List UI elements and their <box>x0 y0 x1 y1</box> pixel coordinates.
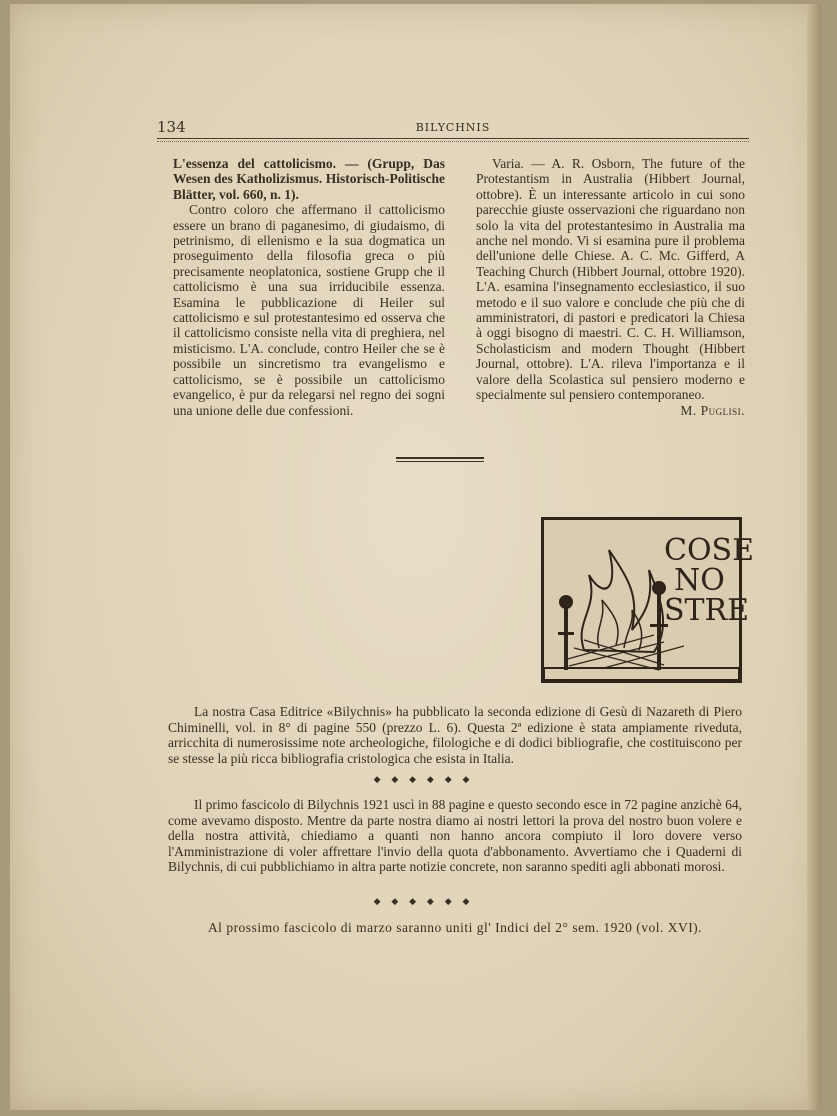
right-column-body: Varia. — A. R. Osborn, The future of the Protestantism in Australia (Hibbert Journal, ottobre). È un interessante articolo in cui sono parecchie giuste osservazioni che riguardano non solo la vita del protestantesimo in Australia ma anche nel mondo. Vi si esamina pure il problema dell'unione delle Chiese. A. C. Mc. Gifferd, A Teaching Church (Hibbert Journal, ottobre 1920). L'A. esamina l'insegnamento ecclesiastico, il suo metodo e il suo valore e conclude che più che di amministratori, di pastori e predicatori la Chiesa à oggi bisogno di maestri. C. C. H. Williamson, Scholasticism and modern Thought (Hibbert Journal, ottobre). L'A. rileva l'importanza e il valore della Scolastica sul pensiero moderno e specialmente sul pensiero contemporaneo. <box>476 156 745 403</box>
ornament-separator-2: ◆ ◆ ◆ ◆ ◆ ◆ <box>373 897 474 907</box>
right-column <box>476 156 745 418</box>
section-divider <box>396 457 484 462</box>
page-spine <box>807 4 821 1110</box>
notice-fascicle-text: Il primo fascicolo di Bilychnis 1921 uscì in 88 pagine e questo secondo esce in 72 pagine anzichè 64, come avevamo disposto. Mentre da parte nostra diamo ai nostri lettori la prova del nostro buon volere e della nostra attività, chiediamo a quanti non hanno ancora compiuto il loro dovere verso l'Amministrazione di voler affrettare l'invio della quota d'abbonamento. Avvertiamo che i Quaderni di Bilychnis, di cui pubblichiamo in altra parte notizie concrete, non saranno spediti agli abbonati morosi. <box>168 797 742 875</box>
header-rule <box>157 141 749 142</box>
ornament-separator-1: ◆ ◆ ◆ ◆ ◆ ◆ <box>373 775 474 785</box>
notice-fascicle <box>168 797 742 875</box>
left-column-body: Contro coloro che affermano il cattolicismo essere un brano di paganesimo, di giudaismo, di petrinismo, di ellenismo e la sua dogmatica un proseguimento della filosofia greca o più precisamente neoplatonica, sostiene Grupp che il cattolicismo è una sua irriducibile essenza. Esamina le pubblicazione di Heiler sul cattolicismo e sul protestantesimo ed osserva che il cattolicismo consiste nella vita di preghiera, nel misticismo. L'A. conclude, contro Heiler che se è possibile un sincretismo tra evangelismo e cattolicismo, se è possibile un cattolicismo evangelico, è pur da relegarsi nel regno dei sogni una unione delle due confessioni. <box>173 202 445 418</box>
journal-page <box>10 4 821 1110</box>
vignette-line-1: COSE <box>664 533 754 568</box>
left-column <box>173 156 445 418</box>
running-header <box>157 116 749 139</box>
cose-nostre-vignette <box>541 517 754 683</box>
vignette-illustration <box>544 520 754 680</box>
signature: M. Puglisi. <box>680 402 745 418</box>
notice-publisher <box>168 704 742 766</box>
final-notice: Al prossimo fascicolo di marzo saranno uniti gl' Indici del 2° sem. 1920 (vol. XVI). <box>207 920 703 935</box>
vignette-line-2: NO <box>674 563 725 598</box>
vignette-line-3: STRE <box>664 593 750 628</box>
running-head-title: BILYCHNIS <box>415 121 491 134</box>
page-number: 134 <box>157 118 186 136</box>
notice-publisher-text: La nostra Casa Editrice «Bilychnis» ha pubblicato la seconda edizione di Gesù di Nazareth di Piero Chiminelli, vol. in 8° di pagine 550 (prezzo L. 6). Questa 2ª edizione è stata ampiamente riveduta, arricchita di numerosissime note archeologiche, filologiche e di dodici bibliografie, che costituiscono per se stesse la più ricca bibliografia cristologica che esista in Italia. <box>168 704 742 766</box>
left-column-heading: L'essenza del cattolicismo. — (Grupp, Das Wesen des Katholizismus. Historisch-Politische Blätter, vol. 660, n. 1). <box>173 156 445 202</box>
